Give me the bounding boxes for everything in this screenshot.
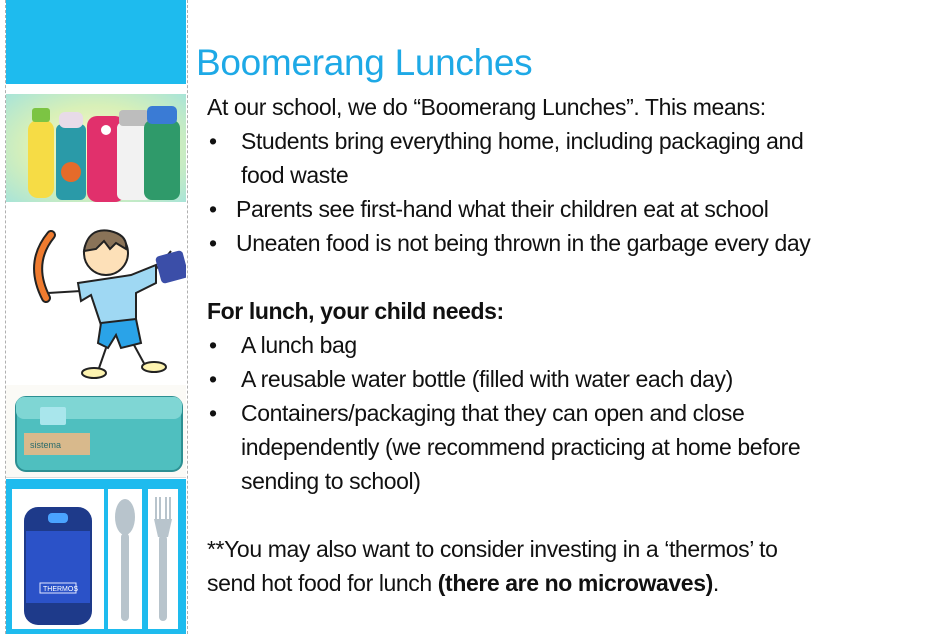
bullet-icon: • [209, 332, 218, 358]
spoon-image [108, 489, 142, 629]
needs-bullet: • A reusable water bottle (filled with water each day) [207, 362, 927, 396]
bullet-icon: • [209, 196, 218, 222]
means-bullet: • Uneaten food is not being thrown in the garbage every day [207, 226, 927, 260]
needs-heading: For lunch, your child needs: [207, 298, 504, 324]
boomerang-boy-illustration [6, 203, 186, 383]
bullet-icon: • [209, 400, 218, 426]
needs-bullet: • Containers/packaging that they can open and close independently (we recommend practicing at home before sending to school) [207, 396, 927, 498]
thermos-image [12, 489, 104, 629]
means-bullet: • Students bring everything home, including packaging and food waste [207, 124, 927, 192]
fork-image [148, 489, 178, 629]
page-title: Boomerang Lunches [196, 42, 533, 83]
no-microwaves-emphasis: (there are no microwaves) [437, 570, 713, 596]
bullet-icon: • [209, 128, 218, 154]
thermos-note-line2: send hot food for lunch (there are no microwaves). [207, 570, 719, 596]
water-bottles-image [6, 94, 186, 202]
bullet-icon: • [209, 366, 218, 392]
needs-bullet: • A lunch bag [207, 328, 927, 362]
intro-text: At our school, we do “Boomerang Lunches”. This means: [207, 94, 766, 120]
blue-banner-bottom [6, 479, 186, 634]
thermos-brand-label: THERMOS [43, 586, 78, 593]
box-brand-label: sistema [30, 440, 62, 450]
means-bullet: • Parents see first-hand what their children eat at school [207, 192, 927, 226]
bullet-icon: • [209, 230, 218, 256]
thermos-note-line1: **You may also want to consider investing in a ‘thermos’ to [207, 536, 778, 562]
document-body [207, 90, 927, 600]
blue-banner-top [6, 0, 186, 84]
lunch-container-image [6, 385, 186, 478]
